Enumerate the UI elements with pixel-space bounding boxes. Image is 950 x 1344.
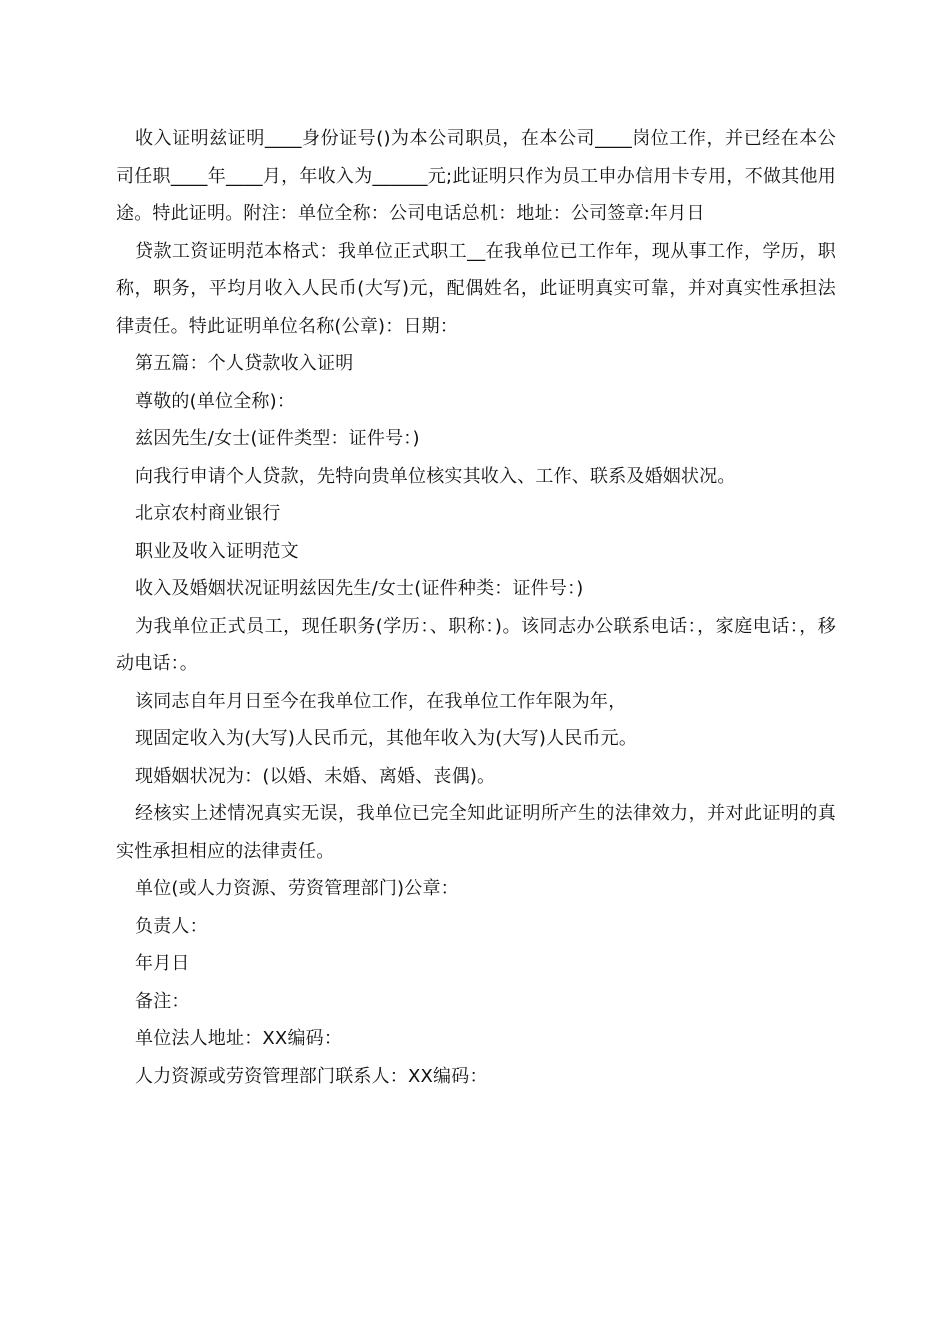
paragraph-employee-contact: 为我单位正式员工，现任职务(学历：、职称：)。该同志办公联系电话：，家庭电话：，移动电话：。 bbox=[116, 615, 836, 674]
paragraph-employment-period: 该同志自年月日至今在我单位工作，在我单位工作年限为年， bbox=[135, 690, 627, 712]
paragraph-marital-status: 现婚姻状况为：(以婚、未婚、离婚、丧偶)。 bbox=[135, 765, 496, 787]
paragraph-income-certificate: 收入证明兹证明____身份证号()为本公司职员，在本公司____岗位工作，并已经在本公司任职____年____月，年收入为______元;此证明只作为员工申办信用卡专用，不做其他用途。特此证明。附注：单位全称：公司电话总机：地址：公司签章:年月日 bbox=[116, 128, 836, 224]
document-body bbox=[116, 120, 836, 1095]
paragraph-subtitle: 职业及收入证明范文 bbox=[135, 540, 299, 562]
paragraph-salary-certificate-template: 贷款工资证明范本格式：我单位正式职工__在我单位已工作年，现从事工作，学历，职称，职务，平均月收入人民币(大写)元，配偶姓名，此证明真实可靠，并对真实性承担法律责任。特此证明单位名称(公章)：日期： bbox=[116, 240, 836, 337]
paragraph-bank-name: 北京农村商业银行 bbox=[135, 503, 281, 524]
paragraph-loan-request: 向我行申请个人贷款，先特向贵单位核实其收入、工作、联系及婚姻状况。 bbox=[135, 465, 736, 487]
paragraph-remarks: 备注： bbox=[135, 990, 190, 1012]
paragraph-salutation: 尊敬的(单位全称)： bbox=[135, 390, 296, 412]
paragraph-hr-contact: 人力资源或劳资管理部门联系人：XX编码： bbox=[135, 1065, 488, 1087]
paragraph-responsible-person: 负责人： bbox=[135, 915, 208, 937]
paragraph-date: 年月日 bbox=[135, 953, 190, 974]
paragraph-marital-certificate: 收入及婚姻状况证明兹因先生/女士(证件种类：证件号：) bbox=[135, 578, 584, 599]
paragraph-legal-address: 单位法人地址：XX编码： bbox=[135, 1028, 343, 1049]
paragraph-official-seal: 单位(或人力资源、劳资管理部门)公章： bbox=[135, 878, 459, 899]
section-heading: 第五篇：个人贷款收入证明 bbox=[135, 353, 354, 374]
paragraph-applicant: 兹因先生/女士(证件类型：证件号：) bbox=[135, 428, 420, 449]
paragraph-fixed-income: 现固定收入为(大写)人民币元，其他年收入为(大写)人民币元。 bbox=[135, 728, 638, 749]
paragraph-verification: 经核实上述情况真实无误，我单位已完全知此证明所产生的法律效力，并对此证明的真实性承担相应的法律责任。 bbox=[116, 803, 836, 862]
